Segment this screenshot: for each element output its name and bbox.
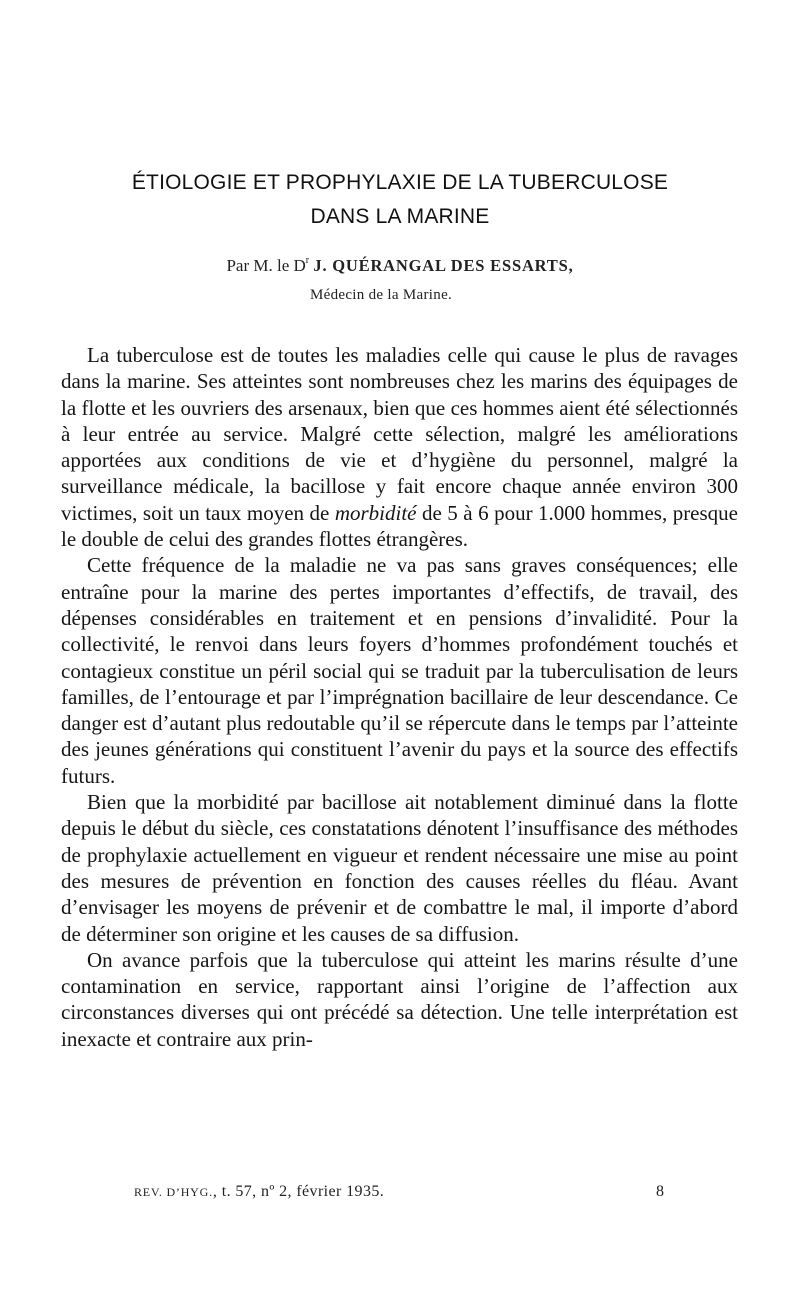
paragraph-1 — [61, 342, 738, 552]
journal-abbrev: REV. D’HYG. — [134, 1185, 213, 1199]
paragraph-1-emphasis: morbidité — [334, 500, 417, 525]
byline — [40, 256, 760, 276]
paragraph-1-text: La tuberculose est de toutes les maladies celle qui cause le plus de ravages dans la marine. Ses atteintes sont nombreuses chez les marins des équipages de la flotte et les ouvriers des arsenaux, bien que ces hommes aient été sélectionnés à leur entrée au service. Malgré cette sélection, malgré les améliorations apportées aux conditions de vie et d’hygiène du personnel, malgré la surveillance médicale, la bacillose y fait encore chaque année environ 300 victimes, soit un taux moyen de — [61, 343, 738, 525]
journal-citation — [134, 1183, 384, 1201]
paragraph-3: Bien que la morbidité par bacillose ait notablement diminué dans la flotte depuis le début du siècle, ces constatations dénotent l’insuffisance des méthodes de prophylaxie actuellement en vigueur et rendent nécessaire une mise au point des mesures de prévention en fonction des causes réelles du fléau. Avant d’envisager les moyens de prévenir et de combattre le mal, il importe d’abord de déterminer son origine et les causes de sa diffusion. — [61, 790, 738, 946]
byline-prefix: Par M. le D — [226, 256, 306, 275]
page-footer — [134, 1183, 664, 1201]
article-title-line-2: DANS LA MARINE — [310, 205, 490, 228]
author-name: J. QUÉRANGAL DES ESSARTS, — [313, 256, 574, 275]
paragraph-4: On avance parfois que la tuberculose qui atteint les marins résulte d’une contamination en service, rapportant ainsi l’origine de l’affection aux circonstances diverses qui ont précédé sa détection. Une telle interprétation est inexacte et contraire aux prin- — [61, 947, 738, 1051]
paragraph-2: Cette fréquence de la maladie ne va pas sans graves conséquences; elle entraîne pour la marine des pertes importantes d’effectifs, de travail, des dépenses considérables en traitement et en pensions d’invalidité. Pour la collectivité, le renvoi dans leurs foyers d’hommes profondément touchés et contagieux constitue un péril social qui se traduit par la tuberculisation de leurs familles, de l’entourage et par l’imprégnation bacillaire de leur descendance. Ce danger est d’autant plus redoutable qu’il se répercute dans le temps par l’atteinte des jeunes générations qui constituent l’avenir du pays et la source des effectifs futurs. — [61, 553, 738, 788]
paragraph-1-text-end: de 5 à 6 pour 1.000 hommes, presque le double de celui des grandes flottes étrangères. — [61, 500, 738, 552]
journal-issue: , t. 57, nº 2, février 1935. — [212, 1183, 385, 1200]
page-number: 8 — [656, 1183, 664, 1200]
article-body — [61, 342, 738, 1052]
byline-superscript: r — [305, 255, 310, 266]
author-affiliation: Médecin de la Marine. — [310, 287, 453, 303]
article-title-line-1: ÉTIOLOGIE ET PROPHYLAXIE DE LA TUBERCULOSE — [131, 171, 669, 194]
